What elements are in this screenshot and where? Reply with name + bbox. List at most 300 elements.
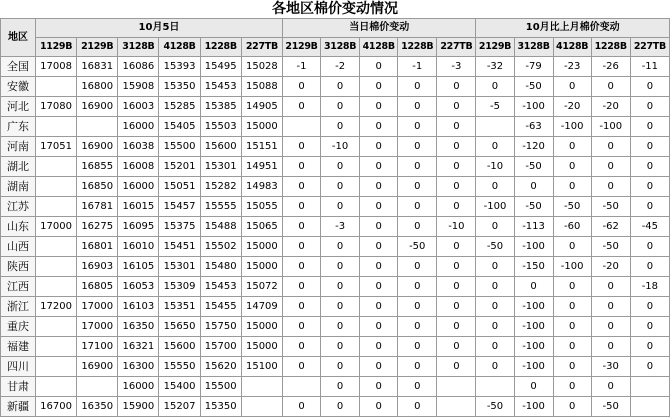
monthly-change-cell: 0 <box>476 357 514 377</box>
daily-change-cell: 0 <box>437 157 476 177</box>
price-cell: 15500 <box>200 377 241 397</box>
price-cell <box>35 317 76 337</box>
daily-change-cell: -2 <box>321 57 360 77</box>
monthly-change-cell: -50 <box>514 197 553 217</box>
daily-change-cell: 0 <box>360 357 398 377</box>
header-group-date: 10月5日 <box>35 19 282 38</box>
header-grade: 227TB <box>630 38 669 57</box>
monthly-change-cell: -5 <box>476 97 514 117</box>
price-cell: 15055 <box>241 197 282 217</box>
daily-change-cell: 0 <box>398 197 437 217</box>
monthly-change-cell: 0 <box>591 137 630 157</box>
price-cell: 16805 <box>77 277 118 297</box>
price-cell: 15051 <box>159 177 200 197</box>
daily-change-cell: 0 <box>321 157 360 177</box>
daily-change-cell: 0 <box>321 77 360 97</box>
monthly-change-cell: -50 <box>476 237 514 257</box>
table-row <box>1 57 670 77</box>
price-cell <box>241 377 282 397</box>
daily-change-cell: 0 <box>282 277 320 297</box>
monthly-change-cell: 0 <box>514 277 553 297</box>
monthly-change-cell: -100 <box>514 397 553 417</box>
daily-change-cell: 0 <box>398 297 437 317</box>
header-grade: 1228B <box>398 38 437 57</box>
table-row <box>1 377 670 397</box>
price-cell: 17000 <box>35 217 76 237</box>
price-cell: 15065 <box>241 217 282 237</box>
daily-change-cell: 0 <box>360 317 398 337</box>
monthly-change-cell: -113 <box>514 217 553 237</box>
price-cell: 17051 <box>35 137 76 157</box>
price-cell: 15000 <box>241 317 282 337</box>
header-grade: 1228B <box>591 38 630 57</box>
monthly-change-cell: 0 <box>476 297 514 317</box>
price-cell: 16000 <box>118 377 159 397</box>
monthly-change-cell: 0 <box>553 297 591 317</box>
monthly-change-cell: -50 <box>591 197 630 217</box>
price-cell: 16850 <box>77 177 118 197</box>
price-cell: 15350 <box>159 77 200 97</box>
monthly-change-cell <box>476 117 514 137</box>
monthly-change-cell: -30 <box>591 357 630 377</box>
table-row <box>1 177 670 197</box>
header-region: 地区 <box>1 19 36 57</box>
daily-change-cell: 0 <box>321 317 360 337</box>
header-grade: 4128B <box>360 38 398 57</box>
daily-change-cell: 0 <box>360 57 398 77</box>
monthly-change-cell: -120 <box>514 137 553 157</box>
monthly-change-cell: 0 <box>630 257 669 277</box>
price-cell: 17100 <box>77 337 118 357</box>
monthly-change-cell: -26 <box>591 57 630 77</box>
daily-change-cell <box>282 117 320 137</box>
header-grade: 3128B <box>514 38 553 57</box>
price-cell: 16855 <box>77 157 118 177</box>
monthly-change-cell: 0 <box>591 317 630 337</box>
monthly-change-cell: 0 <box>553 137 591 157</box>
daily-change-cell: 0 <box>321 277 360 297</box>
price-cell: 15309 <box>159 277 200 297</box>
price-cell: 15400 <box>159 377 200 397</box>
price-cell: 16003 <box>118 97 159 117</box>
region-cell: 陕西 <box>1 257 36 277</box>
price-cell: 15385 <box>200 97 241 117</box>
monthly-change-cell: -100 <box>553 117 591 137</box>
price-cell: 16015 <box>118 197 159 217</box>
header-group-monthly: 10月比上月棉价变动 <box>476 19 670 38</box>
monthly-change-cell: 0 <box>630 177 669 197</box>
monthly-change-cell: 0 <box>591 377 630 397</box>
price-cell: 16275 <box>77 217 118 237</box>
monthly-change-cell: -45 <box>630 217 669 237</box>
price-cell: 15451 <box>159 237 200 257</box>
monthly-change-cell: 0 <box>630 337 669 357</box>
region-cell: 山东 <box>1 217 36 237</box>
monthly-change-cell: -100 <box>514 97 553 117</box>
price-cell: 15201 <box>159 157 200 177</box>
daily-change-cell: 0 <box>398 337 437 357</box>
price-cell <box>35 77 76 97</box>
monthly-change-cell: 0 <box>476 277 514 297</box>
price-cell: 17000 <box>77 317 118 337</box>
header-grade: 3128B <box>118 38 159 57</box>
daily-change-cell: 0 <box>321 117 360 137</box>
header-grade: 3128B <box>321 38 360 57</box>
price-cell <box>77 117 118 137</box>
table-row <box>1 297 670 317</box>
monthly-change-cell: -100 <box>591 117 630 137</box>
price-cell <box>35 277 76 297</box>
daily-change-cell: 0 <box>398 157 437 177</box>
monthly-change-cell: 0 <box>630 117 669 137</box>
monthly-change-cell: 0 <box>553 357 591 377</box>
monthly-change-cell: 0 <box>591 77 630 97</box>
monthly-change-cell: -10 <box>476 157 514 177</box>
price-cell: 15207 <box>159 397 200 417</box>
monthly-change-cell: 0 <box>630 97 669 117</box>
monthly-change-cell <box>476 377 514 397</box>
price-cell: 16000 <box>118 117 159 137</box>
price-cell: 15405 <box>159 117 200 137</box>
table-row <box>1 117 670 137</box>
price-cell <box>35 337 76 357</box>
monthly-change-cell: -20 <box>591 97 630 117</box>
monthly-change-cell: -150 <box>514 257 553 277</box>
price-cell: 14951 <box>241 157 282 177</box>
daily-change-cell: -1 <box>398 57 437 77</box>
monthly-change-cell: -79 <box>514 57 553 77</box>
monthly-change-cell: -100 <box>514 337 553 357</box>
daily-change-cell: 0 <box>282 257 320 277</box>
monthly-change-cell: -32 <box>476 57 514 77</box>
daily-change-cell: 0 <box>282 357 320 377</box>
daily-change-cell: 0 <box>360 257 398 277</box>
price-cell: 16350 <box>118 317 159 337</box>
price-cell <box>35 237 76 257</box>
price-cell: 16900 <box>77 137 118 157</box>
daily-change-cell: 0 <box>282 337 320 357</box>
header-group-daily: 当日棉价变动 <box>282 19 475 38</box>
monthly-change-cell: 0 <box>514 377 553 397</box>
price-cell: 16831 <box>77 57 118 77</box>
price-cell <box>35 117 76 137</box>
price-cell <box>35 357 76 377</box>
monthly-change-cell: 0 <box>476 137 514 157</box>
region-cell: 湖南 <box>1 177 36 197</box>
price-cell: 16038 <box>118 137 159 157</box>
monthly-change-cell: -60 <box>553 217 591 237</box>
daily-change-cell: 0 <box>321 257 360 277</box>
daily-change-cell: 0 <box>360 197 398 217</box>
region-cell: 福建 <box>1 337 36 357</box>
daily-change-cell: 0 <box>437 197 476 217</box>
daily-change-cell <box>437 377 476 397</box>
monthly-change-cell: -18 <box>630 277 669 297</box>
price-cell <box>35 257 76 277</box>
price-cell: 15750 <box>200 317 241 337</box>
price-cell: 17200 <box>35 297 76 317</box>
monthly-change-cell: 0 <box>553 77 591 97</box>
price-cell: 15000 <box>241 337 282 357</box>
daily-change-cell: 0 <box>282 197 320 217</box>
monthly-change-cell: -100 <box>553 257 591 277</box>
table-row <box>1 197 670 217</box>
monthly-change-cell: 0 <box>476 77 514 97</box>
monthly-change-cell: -20 <box>591 257 630 277</box>
price-cell: 15285 <box>159 97 200 117</box>
daily-change-cell: 0 <box>437 97 476 117</box>
monthly-change-cell: 0 <box>553 157 591 177</box>
region-cell: 湖北 <box>1 157 36 177</box>
region-cell: 江西 <box>1 277 36 297</box>
price-cell: 16800 <box>77 77 118 97</box>
price-cell: 15393 <box>159 57 200 77</box>
region-cell: 新疆 <box>1 397 36 417</box>
monthly-change-cell: -20 <box>553 97 591 117</box>
daily-change-cell: 0 <box>398 357 437 377</box>
header-grade: 227TB <box>437 38 476 57</box>
price-cell: 15650 <box>159 317 200 337</box>
price-cell <box>35 157 76 177</box>
price-cell: 16903 <box>77 257 118 277</box>
region-cell: 四川 <box>1 357 36 377</box>
monthly-change-cell: 0 <box>476 257 514 277</box>
daily-change-cell: 0 <box>282 137 320 157</box>
price-cell: 15455 <box>200 297 241 317</box>
daily-change-cell: 0 <box>282 97 320 117</box>
price-cell: 15301 <box>200 157 241 177</box>
monthly-change-cell: 0 <box>553 397 591 417</box>
region-cell: 浙江 <box>1 297 36 317</box>
daily-change-cell: 0 <box>360 237 398 257</box>
daily-change-cell: 0 <box>398 217 437 237</box>
daily-change-cell: 0 <box>360 117 398 137</box>
price-cell: 15375 <box>159 217 200 237</box>
daily-change-cell: -10 <box>437 217 476 237</box>
monthly-change-cell: 0 <box>630 237 669 257</box>
table-body <box>1 57 670 417</box>
daily-change-cell: 0 <box>437 137 476 157</box>
daily-change-cell: 0 <box>437 237 476 257</box>
price-cell: 16105 <box>118 257 159 277</box>
daily-change-cell: 0 <box>321 357 360 377</box>
price-cell: 15028 <box>241 57 282 77</box>
price-cell: 15453 <box>200 77 241 97</box>
price-cell: 16010 <box>118 237 159 257</box>
monthly-change-cell: -100 <box>514 297 553 317</box>
price-cell: 16300 <box>118 357 159 377</box>
header-grade: 2129B <box>282 38 320 57</box>
daily-change-cell: 0 <box>321 297 360 317</box>
header-grade: 1129B <box>35 38 76 57</box>
price-cell: 16801 <box>77 237 118 257</box>
monthly-change-cell: 0 <box>630 137 669 157</box>
daily-change-cell: 0 <box>321 237 360 257</box>
daily-change-cell: 0 <box>282 157 320 177</box>
monthly-change-cell: 0 <box>553 237 591 257</box>
monthly-change-cell: 0 <box>476 337 514 357</box>
daily-change-cell: -10 <box>321 137 360 157</box>
cotton-price-table <box>0 18 670 417</box>
price-cell: 15072 <box>241 277 282 297</box>
monthly-change-cell: -62 <box>591 217 630 237</box>
daily-change-cell: -3 <box>437 57 476 77</box>
monthly-change-cell: -23 <box>553 57 591 77</box>
daily-change-cell: 0 <box>437 177 476 197</box>
monthly-change-cell: -50 <box>514 77 553 97</box>
daily-change-cell: 0 <box>398 117 437 137</box>
region-cell: 重庆 <box>1 317 36 337</box>
header-row-groups <box>1 19 670 38</box>
monthly-change-cell: -50 <box>591 397 630 417</box>
price-cell: 15908 <box>118 77 159 97</box>
monthly-change-cell: 0 <box>630 297 669 317</box>
region-cell: 山西 <box>1 237 36 257</box>
daily-change-cell: 0 <box>360 177 398 197</box>
monthly-change-cell <box>630 377 669 397</box>
price-cell: 15600 <box>159 337 200 357</box>
daily-change-cell: 0 <box>360 337 398 357</box>
daily-change-cell: 0 <box>282 397 320 417</box>
daily-change-cell: 0 <box>398 277 437 297</box>
daily-change-cell: 0 <box>360 377 398 397</box>
price-cell: 15503 <box>200 117 241 137</box>
region-cell: 全国 <box>1 57 36 77</box>
price-cell: 17008 <box>35 57 76 77</box>
monthly-change-cell: 0 <box>476 177 514 197</box>
price-cell: 15700 <box>200 337 241 357</box>
daily-change-cell: 0 <box>360 137 398 157</box>
price-cell: 16086 <box>118 57 159 77</box>
price-cell <box>35 177 76 197</box>
monthly-change-cell: -50 <box>514 157 553 177</box>
monthly-change-cell: 0 <box>553 377 591 397</box>
price-cell: 14905 <box>241 97 282 117</box>
monthly-change-cell: 0 <box>591 297 630 317</box>
price-cell: 15351 <box>159 297 200 317</box>
price-cell: 15620 <box>200 357 241 377</box>
price-cell: 16103 <box>118 297 159 317</box>
daily-change-cell: 0 <box>321 197 360 217</box>
daily-change-cell: 0 <box>282 317 320 337</box>
daily-change-cell: 0 <box>398 317 437 337</box>
region-cell: 河北 <box>1 97 36 117</box>
header-grade: 2129B <box>77 38 118 57</box>
header-grade: 227TB <box>241 38 282 57</box>
monthly-change-cell: 0 <box>553 177 591 197</box>
daily-change-cell: 0 <box>282 297 320 317</box>
price-cell: 15100 <box>241 357 282 377</box>
daily-change-cell: 0 <box>398 377 437 397</box>
monthly-change-cell: 0 <box>514 177 553 197</box>
monthly-change-cell: 0 <box>630 357 669 377</box>
monthly-change-cell: -100 <box>476 197 514 217</box>
daily-change-cell: 0 <box>437 277 476 297</box>
header-grade: 2129B <box>476 38 514 57</box>
price-cell: 16900 <box>77 357 118 377</box>
daily-change-cell: 0 <box>282 237 320 257</box>
daily-change-cell: 0 <box>360 277 398 297</box>
price-cell: 16900 <box>77 97 118 117</box>
monthly-change-cell: 0 <box>630 77 669 97</box>
price-cell: 14709 <box>241 297 282 317</box>
monthly-change-cell: 0 <box>591 157 630 177</box>
daily-change-cell <box>282 377 320 397</box>
header-grade: 1228B <box>200 38 241 57</box>
monthly-change-cell: 0 <box>553 317 591 337</box>
price-cell: 14983 <box>241 177 282 197</box>
daily-change-cell: 0 <box>282 217 320 237</box>
price-cell: 15600 <box>200 137 241 157</box>
price-cell: 15301 <box>159 257 200 277</box>
monthly-change-cell: -50 <box>591 237 630 257</box>
monthly-change-cell: -50 <box>476 397 514 417</box>
daily-change-cell: 0 <box>282 177 320 197</box>
region-cell: 江苏 <box>1 197 36 217</box>
daily-change-cell: 0 <box>437 297 476 317</box>
monthly-change-cell: 0 <box>476 217 514 237</box>
daily-change-cell: 0 <box>398 77 437 97</box>
price-cell: 15000 <box>241 257 282 277</box>
daily-change-cell: 0 <box>360 157 398 177</box>
price-cell: 17000 <box>77 297 118 317</box>
daily-change-cell: 0 <box>282 77 320 97</box>
region-cell: 广东 <box>1 117 36 137</box>
header-grade: 4128B <box>553 38 591 57</box>
monthly-change-cell: 0 <box>630 317 669 337</box>
table-row <box>1 217 670 237</box>
price-cell: 15550 <box>159 357 200 377</box>
monthly-change-cell: 0 <box>476 317 514 337</box>
daily-change-cell: 0 <box>437 317 476 337</box>
table-row <box>1 357 670 377</box>
table-row <box>1 137 670 157</box>
daily-change-cell: 0 <box>321 377 360 397</box>
header-grade: 4128B <box>159 38 200 57</box>
monthly-change-cell: 0 <box>630 157 669 177</box>
region-cell: 河南 <box>1 137 36 157</box>
page-title: 各地区棉价变动情况 <box>272 1 398 17</box>
daily-change-cell: 0 <box>437 357 476 377</box>
daily-change-cell: -50 <box>398 237 437 257</box>
price-cell: 15000 <box>241 237 282 257</box>
daily-change-cell: 0 <box>398 397 437 417</box>
daily-change-cell: 0 <box>398 97 437 117</box>
table-row <box>1 157 670 177</box>
price-cell: 15457 <box>159 197 200 217</box>
price-cell: 16350 <box>77 397 118 417</box>
monthly-change-cell: -50 <box>553 197 591 217</box>
price-cell: 15900 <box>118 397 159 417</box>
table-row <box>1 277 670 297</box>
daily-change-cell: 0 <box>437 337 476 357</box>
monthly-change-cell: 0 <box>630 197 669 217</box>
monthly-change-cell: -100 <box>514 237 553 257</box>
table-row <box>1 337 670 357</box>
daily-change-cell: 0 <box>398 137 437 157</box>
price-cell: 16700 <box>35 397 76 417</box>
monthly-change-cell: 0 <box>553 277 591 297</box>
table-row <box>1 317 670 337</box>
table-row <box>1 97 670 117</box>
price-cell: 15502 <box>200 237 241 257</box>
daily-change-cell: 0 <box>360 97 398 117</box>
monthly-change-cell: -100 <box>514 317 553 337</box>
region-cell: 甘肃 <box>1 377 36 397</box>
price-cell: 15088 <box>241 77 282 97</box>
region-cell: 安徽 <box>1 77 36 97</box>
daily-change-cell: 0 <box>321 97 360 117</box>
